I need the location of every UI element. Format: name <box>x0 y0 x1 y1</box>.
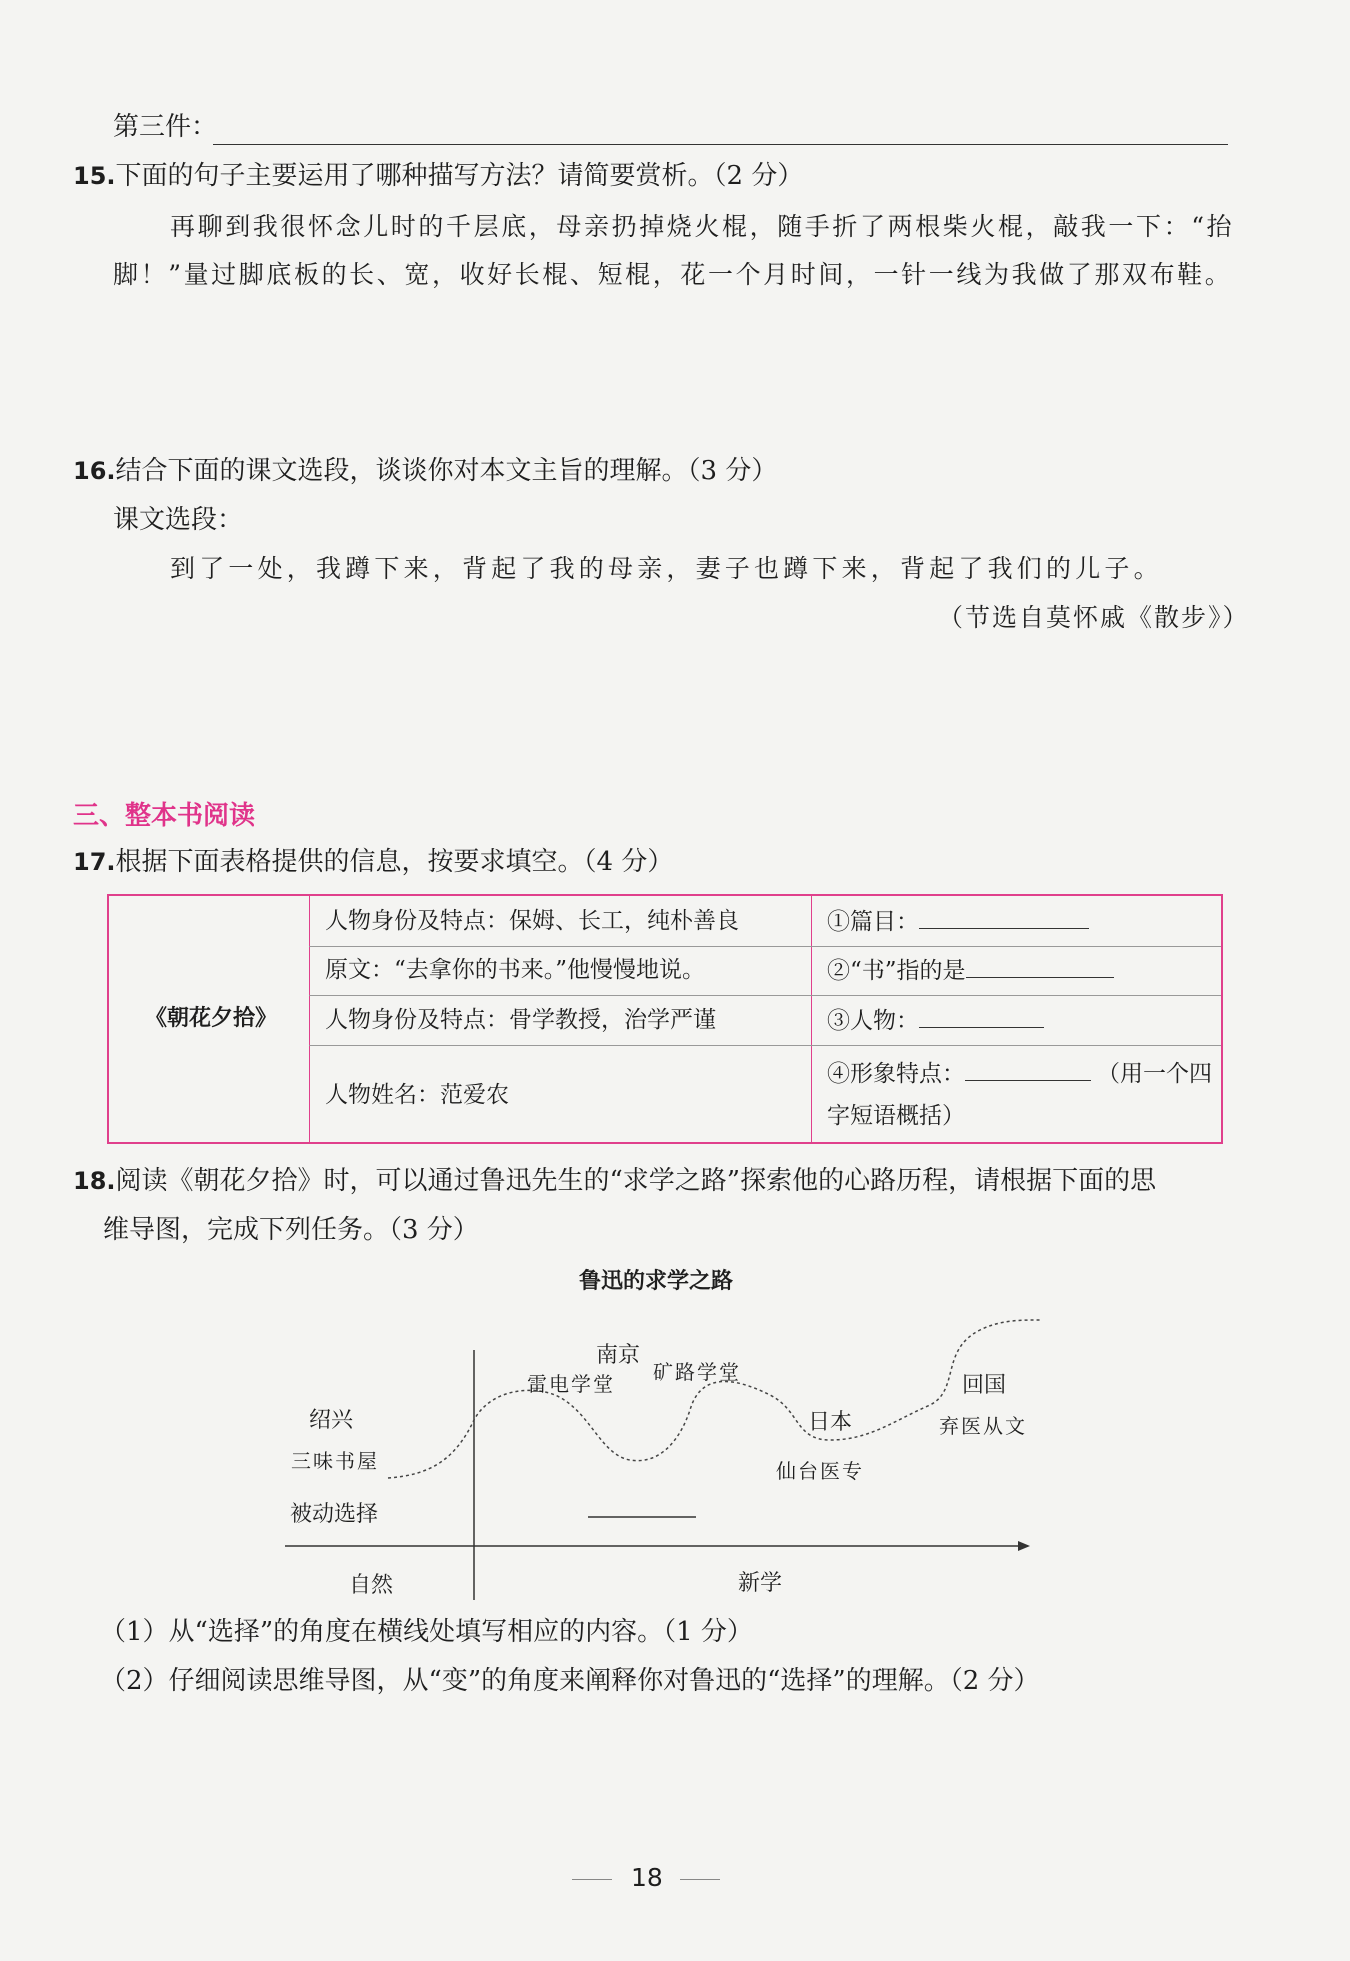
node-xiantai: 仙台医专 <box>776 1459 864 1483</box>
third-item-label: 第三件： <box>113 112 218 142</box>
table-info-cell: 人物姓名：范爱农 <box>325 1082 509 1108</box>
question-prompt: 结合下面的课文选段，谈谈你对本文主旨的理解。（3 分） <box>115 456 778 486</box>
answer-hint: （用一个四 <box>1097 1061 1212 1087</box>
question-prompt: 下面的句子主要运用了哪种描写方法？请简要赏析。（2 分） <box>115 161 804 191</box>
question-prompt: 阅读《朝花夕拾》时，可以通过鲁迅先生的“求学之路”探索他的心路历程，请根据下面的思 <box>115 1166 1157 1196</box>
section-title: 三、整本书阅读 <box>73 801 256 831</box>
passage-line: 再聊到我很怀念儿时的千层底，母亲扔掉烧火棍，随手折了两根柴火棍，敲我一下：“抬 <box>170 212 1235 241</box>
question-number: 18. <box>73 1167 116 1195</box>
axis-label-new-learning: 新学 <box>738 1571 783 1596</box>
sub-question-2: （2）仔细阅读思维导图，从“变”的角度来阐释你对鲁迅的“选择”的理解。（2 分） <box>100 1666 1040 1696</box>
answer-label: ①篇目： <box>827 909 919 935</box>
node-return: 回国 <box>962 1373 1007 1398</box>
node-qiyi: 弃医从文 <box>939 1414 1027 1438</box>
question-prompt-line2: 维导图，完成下列任务。（3 分） <box>103 1215 479 1245</box>
page-number: 18 <box>631 1863 663 1892</box>
excerpt-source: （节选自莫怀戚《散步》） <box>938 603 1250 632</box>
node-nanjing: 南京 <box>596 1343 641 1368</box>
node-leidian: 雷电学堂 <box>527 1372 615 1396</box>
question-number: 17. <box>73 848 116 876</box>
book-title: 《朝花夕拾》 <box>145 1006 278 1031</box>
question-number: 16. <box>73 457 116 485</box>
answer-label: ③人物： <box>827 1008 919 1034</box>
diagram-title: 鲁迅的求学之路 <box>579 1269 734 1294</box>
study-path-curve <box>388 1320 1040 1478</box>
answer-label: ④形象特点： <box>827 1061 965 1087</box>
sub-question-1: （1）从“选择”的角度在横线处填写相应的内容。（1 分） <box>100 1617 753 1647</box>
question-number: 15. <box>73 162 116 190</box>
node-passive-choice: 被动选择 <box>290 1502 379 1527</box>
answer-label: ②“书”指的是 <box>827 958 966 984</box>
node-shaoxing: 绍兴 <box>309 1408 354 1433</box>
axis-label-nature: 自然 <box>349 1573 394 1598</box>
table-info-cell: 人物身份及特点：保姆、长工，纯朴善良 <box>325 908 739 934</box>
node-japan: 日本 <box>808 1410 853 1435</box>
table-info-cell: 人物身份及特点：骨学教授，治学严谨 <box>325 1007 716 1033</box>
axis-arrow-icon <box>1018 1541 1030 1551</box>
node-sanwei: 三味书屋 <box>291 1449 379 1473</box>
footer-rule-right <box>680 1879 720 1880</box>
excerpt-text: 到了一处，我蹲下来，背起了我的母亲，妻子也蹲下来，背起了我们的儿子。 <box>170 554 1163 583</box>
excerpt-label: 课文选段： <box>113 505 244 535</box>
node-kuanglu: 矿路学堂 <box>653 1360 741 1384</box>
footer-rule-left <box>572 1879 612 1880</box>
passage-line: 脚！”量过脚底板的长、宽，收好长棍、短棍，花一个月时间，一针一线为我做了那双布鞋。 <box>113 260 1233 289</box>
answer-hint-line2: 字短语概括） <box>827 1103 965 1129</box>
question-prompt: 根据下面表格提供的信息，按要求填空。（4 分） <box>115 847 674 877</box>
table-info-cell: 原文：“去拿你的书来。”他慢慢地说。 <box>325 957 706 983</box>
